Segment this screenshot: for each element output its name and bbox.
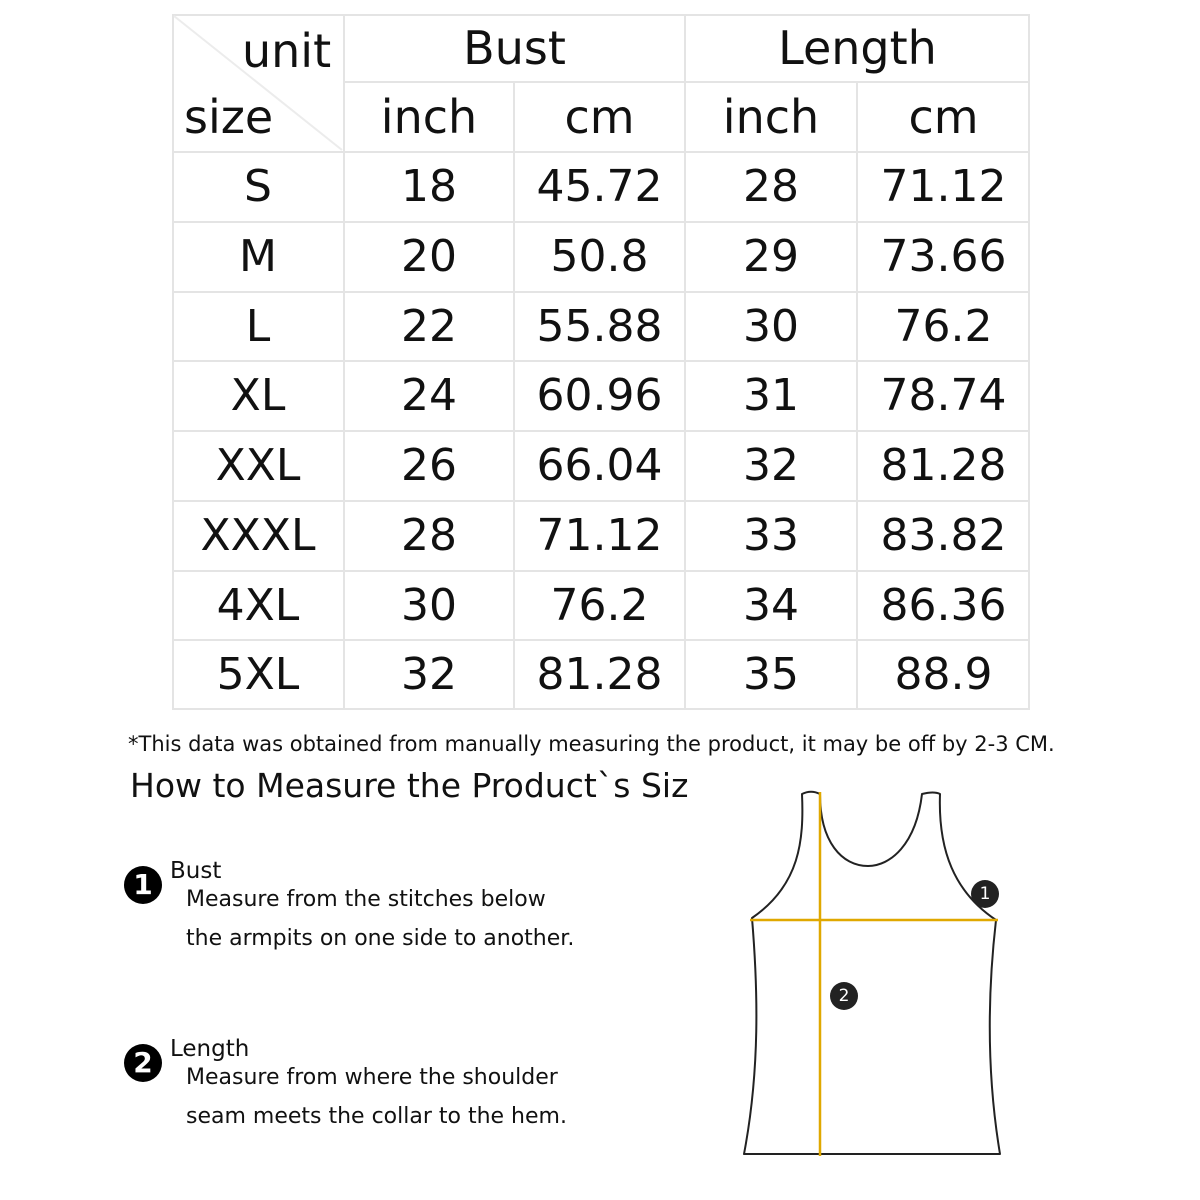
step-title-bust: Bust xyxy=(170,858,222,884)
bust-cm-cell: 50.8 xyxy=(550,231,649,282)
bust-inch-cell: 20 xyxy=(401,231,457,282)
length-inch-cell: 32 xyxy=(743,440,799,491)
length-cm-header: cm xyxy=(908,90,979,144)
length-marker-badge: 2 xyxy=(830,982,858,1010)
size-table xyxy=(172,14,1030,710)
bust-cm-cell: 66.04 xyxy=(536,440,663,491)
size-cell: 4XL xyxy=(216,579,300,631)
length-inch-cell: 29 xyxy=(743,231,799,282)
tank-top-diagram xyxy=(730,780,1020,1180)
bust-inch-cell: 18 xyxy=(401,161,457,212)
length-cm-cell: 78.74 xyxy=(880,370,1007,421)
length-inch-cell: 31 xyxy=(743,370,799,421)
size-cell: XL xyxy=(230,370,286,421)
bust-cm-cell: 76.2 xyxy=(550,579,649,631)
corner-unit-label: unit xyxy=(242,24,332,78)
bust-inch-cell: 24 xyxy=(401,370,457,421)
bust-cm-cell: 55.88 xyxy=(536,300,663,352)
size-cell: M xyxy=(239,231,277,282)
length-cm-cell: 81.28 xyxy=(880,440,1007,491)
length-inch-header: inch xyxy=(722,90,820,144)
length-inch-cell: 35 xyxy=(743,649,799,700)
guide-title: How to Measure the Product`s Siz xyxy=(130,766,689,805)
step-length-line-2: seam meets the collar to the hem. xyxy=(186,1104,567,1129)
size-cell: S xyxy=(244,161,272,212)
step-badge-1: 1 xyxy=(124,866,162,904)
step-title-length: Length xyxy=(170,1036,250,1062)
step-badge-2: 2 xyxy=(124,1044,162,1082)
measurement-note: *This data was obtained from manually measuring the product, it may be off by 2-3 CM. xyxy=(128,732,1055,756)
length-header: Length xyxy=(778,21,937,75)
step-description-bust xyxy=(186,880,606,958)
step-length-line-1: Measure from where the shoulder xyxy=(186,1065,558,1090)
length-inch-cell: 33 xyxy=(743,510,799,561)
bust-inch-cell: 32 xyxy=(401,649,457,700)
length-cm-cell: 83.82 xyxy=(880,510,1007,561)
bust-inch-cell: 26 xyxy=(401,440,457,491)
tank-top-outline-icon xyxy=(730,780,1020,1180)
bust-header: Bust xyxy=(463,21,566,75)
length-cm-cell: 88.9 xyxy=(894,649,993,700)
step-bust-line-2: the armpits on one side to another. xyxy=(186,926,575,951)
length-cm-cell: 71.12 xyxy=(880,161,1007,212)
size-cell: L xyxy=(245,300,271,352)
bust-cm-cell: 45.72 xyxy=(536,161,663,212)
bust-cm-cell: 81.28 xyxy=(536,649,663,700)
bust-cm-header: cm xyxy=(564,90,635,144)
size-cell: 5XL xyxy=(216,649,300,700)
length-cm-cell: 76.2 xyxy=(894,300,993,352)
bust-inch-header: inch xyxy=(380,90,478,144)
bust-inch-cell: 30 xyxy=(401,579,457,631)
length-inch-cell: 34 xyxy=(743,579,799,631)
step-description-length xyxy=(186,1058,606,1136)
corner-size-label: size xyxy=(184,90,274,144)
step-bust-line-1: Measure from the stitches below xyxy=(186,887,546,912)
size-cell: XXXL xyxy=(200,510,316,561)
length-inch-cell: 28 xyxy=(743,161,799,212)
bust-marker-badge: 1 xyxy=(971,880,999,908)
bust-inch-cell: 22 xyxy=(401,300,457,352)
bust-cm-cell: 60.96 xyxy=(536,370,663,421)
size-cell: XXL xyxy=(215,440,301,491)
bust-cm-cell: 71.12 xyxy=(536,510,663,561)
length-cm-cell: 73.66 xyxy=(880,231,1007,282)
length-cm-cell: 86.36 xyxy=(880,579,1007,631)
length-inch-cell: 30 xyxy=(743,300,799,352)
bust-inch-cell: 28 xyxy=(401,510,457,561)
